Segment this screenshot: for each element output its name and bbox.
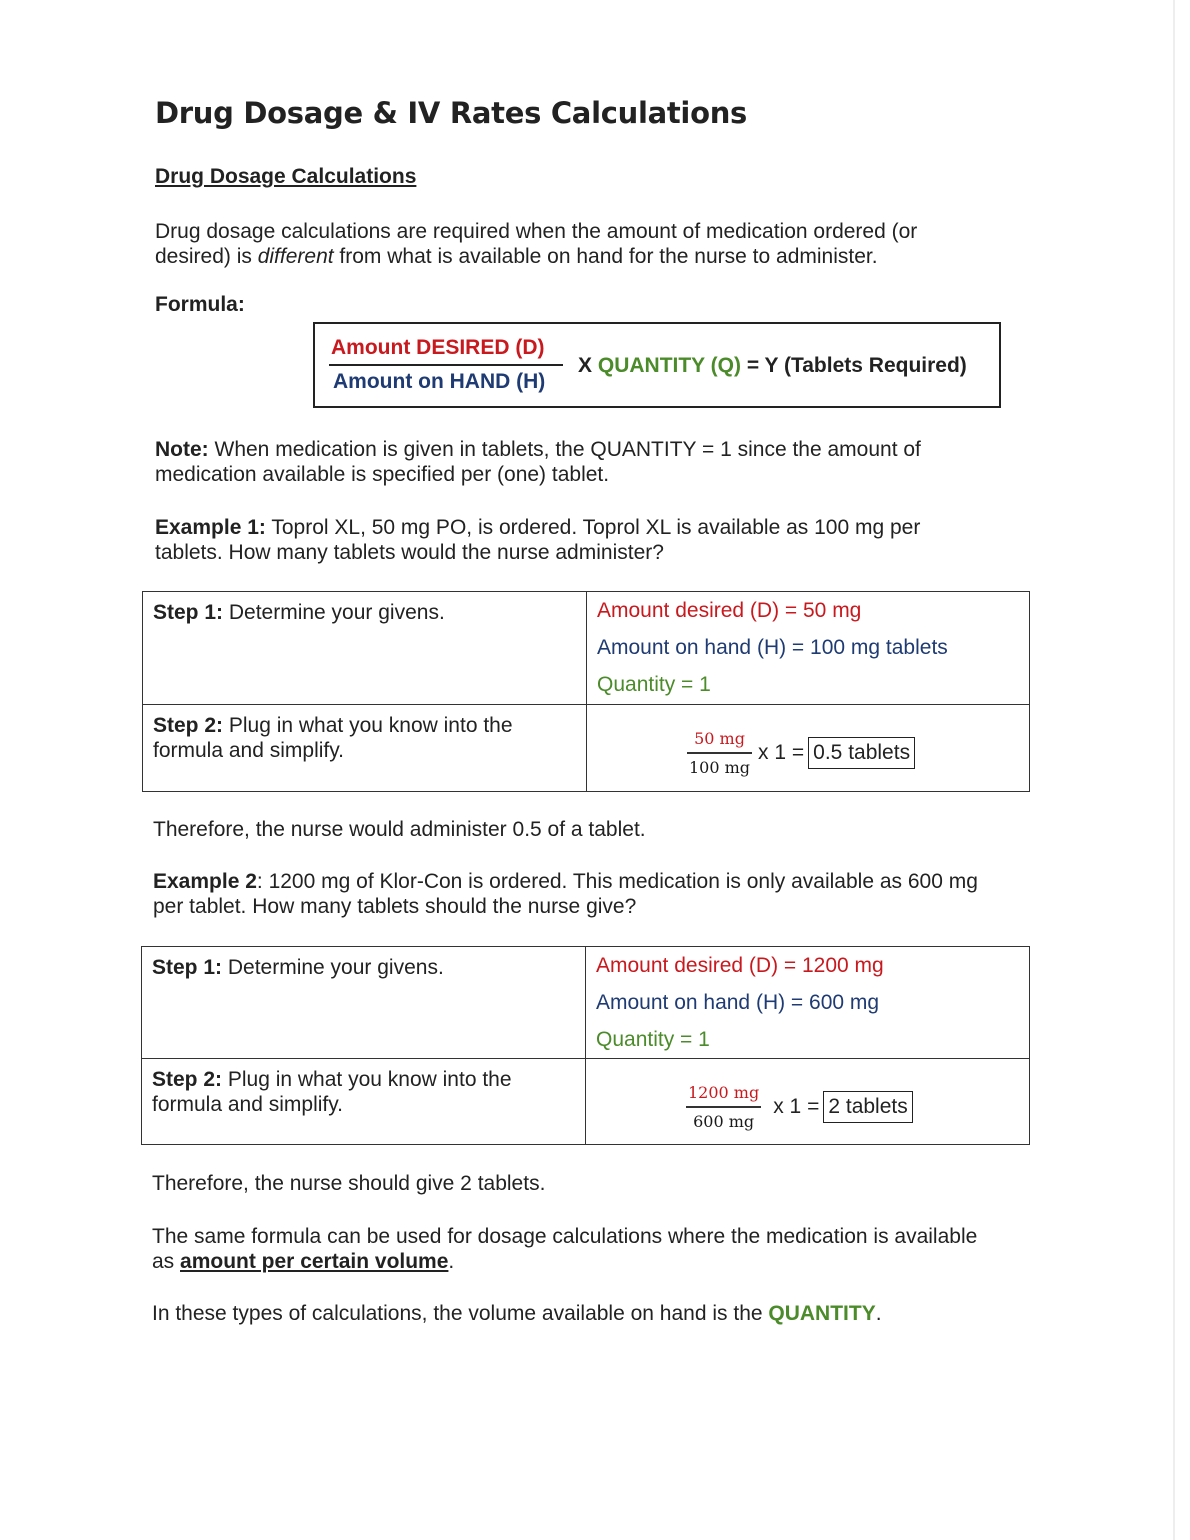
answer-box: 0.5 tablets <box>808 737 915 769</box>
step2-text: Plug in what you know into the formula and simplify. <box>152 1068 512 1116</box>
dose-fraction <box>686 1083 761 1131</box>
fraction-denominator: 600 mg <box>693 1111 755 1131</box>
step1-label: Step 1: <box>152 956 223 979</box>
table-row <box>143 592 1030 705</box>
closing2-emphasis: QUANTITY <box>768 1302 876 1325</box>
example2-table <box>141 946 1030 1145</box>
closing1-text-1: The same formula can be used for dosage calculations where the medication is available as <box>152 1225 978 1273</box>
fraction-denominator: 100 mg <box>689 757 751 777</box>
example1-label: Example 1: <box>155 516 266 539</box>
example2-conclusion: Therefore, the nurse should give 2 tablets. <box>152 1172 546 1195</box>
page-title: Drug Dosage & IV Rates Calculations <box>155 96 748 130</box>
table-row <box>142 1059 1030 1145</box>
step1-text: Determine your givens. <box>222 956 444 979</box>
example1-conclusion: Therefore, the nurse would administer 0.5 of a tablet. <box>153 818 646 841</box>
quantity: Quantity = 1 <box>597 673 711 696</box>
example1-step2-cell <box>143 705 587 792</box>
step2-description <box>142 1059 585 1125</box>
formula-fraction <box>329 334 563 396</box>
example2-givens-cell <box>586 947 1030 1059</box>
calculation <box>687 729 915 777</box>
step1-label: Step 1: <box>153 601 224 624</box>
closing-paragraph-2 <box>152 1301 982 1326</box>
closing-paragraph-1 <box>152 1224 982 1274</box>
formula-fraction-bar <box>329 364 563 366</box>
example2-step2-cell <box>142 1059 586 1145</box>
example2-calc-cell <box>586 1059 1030 1145</box>
givens-list <box>587 592 1029 703</box>
table-row <box>143 705 1030 792</box>
formula-remainder <box>578 354 967 378</box>
example2-label: Example 2 <box>153 870 257 893</box>
closing2-text-1: In these types of calculations, the volume available on hand is the <box>152 1302 769 1325</box>
step2-label: Step 2: <box>152 1068 223 1091</box>
formula-numerator: Amount DESIRED (D) <box>331 336 545 359</box>
formula-quantity: QUANTITY (Q) <box>597 354 741 377</box>
formula-result: = Y (Tablets Required) <box>746 354 967 377</box>
step2-text: Plug in what you know into the formula and simplify. <box>153 714 513 762</box>
closing2-text-2: . <box>875 1302 882 1325</box>
fraction-numerator: 50 mg <box>694 729 745 748</box>
example1-givens-cell <box>587 592 1030 705</box>
closing1-emphasis: amount per certain volume <box>180 1250 449 1273</box>
dose-fraction <box>687 729 752 777</box>
intro-emphasis: different <box>257 245 334 268</box>
fraction-numerator: 1200 mg <box>688 1083 760 1102</box>
note-text: When medication is given in tablets, the QUANTITY = 1 since the amount of medication available is specified per (one) tablet. <box>155 438 921 486</box>
closing1-text-2: . <box>448 1250 455 1273</box>
step2-description <box>143 705 586 771</box>
example2-paragraph <box>153 869 1003 919</box>
times-one: x 1 = <box>758 740 805 764</box>
formula-label: Formula: <box>155 293 245 316</box>
step1-text: Determine your givens. <box>223 601 445 624</box>
example1-step1-cell <box>143 592 587 705</box>
times-one: x 1 = <box>773 1094 820 1118</box>
amount-desired: Amount desired (D) = 1200 mg <box>596 954 884 977</box>
note-label: Note: <box>155 438 209 461</box>
example1-paragraph <box>155 515 985 565</box>
formula-box <box>313 322 1001 408</box>
fraction-bar <box>686 1106 761 1108</box>
example1-table <box>142 591 1030 792</box>
scan-edge-line <box>1173 0 1175 1540</box>
example1-calc-cell <box>587 705 1030 792</box>
formula-denominator: Amount on HAND (H) <box>333 370 546 393</box>
givens-list <box>586 947 1029 1058</box>
example2-step1-cell <box>142 947 586 1059</box>
answer-box: 2 tablets <box>823 1091 912 1123</box>
amount-desired: Amount desired (D) = 50 mg <box>597 599 862 622</box>
step2-label: Step 2: <box>153 714 224 737</box>
section-heading: Drug Dosage Calculations <box>155 165 417 188</box>
intro-text-2: from what is available on hand for the nurse to administer. <box>333 245 878 268</box>
example2-text: : 1200 mg of Klor-Con is ordered. This medication is only available as 600 mg per tablet. How many tablets should the nurse give? <box>153 870 978 918</box>
step1-description <box>142 947 585 988</box>
table-row <box>142 947 1030 1059</box>
step1-description <box>143 592 586 633</box>
intro-text-1: Drug dosage calculations are required when the amount of medication ordered (or desired) is <box>155 220 918 268</box>
calculation <box>686 1083 913 1131</box>
amount-on-hand: Amount on hand (H) = 600 mg <box>596 991 880 1014</box>
quantity: Quantity = 1 <box>596 1028 710 1051</box>
intro-paragraph <box>155 219 985 269</box>
amount-on-hand: Amount on hand (H) = 100 mg tablets <box>597 636 948 659</box>
formula-times: X <box>578 354 593 377</box>
note-paragraph <box>155 437 985 487</box>
fraction-bar <box>687 752 752 754</box>
example1-text: Toprol XL, 50 mg PO, is ordered. Toprol XL is available as 100 mg per tablets. How many tablets would the nurse administer? <box>155 516 921 564</box>
